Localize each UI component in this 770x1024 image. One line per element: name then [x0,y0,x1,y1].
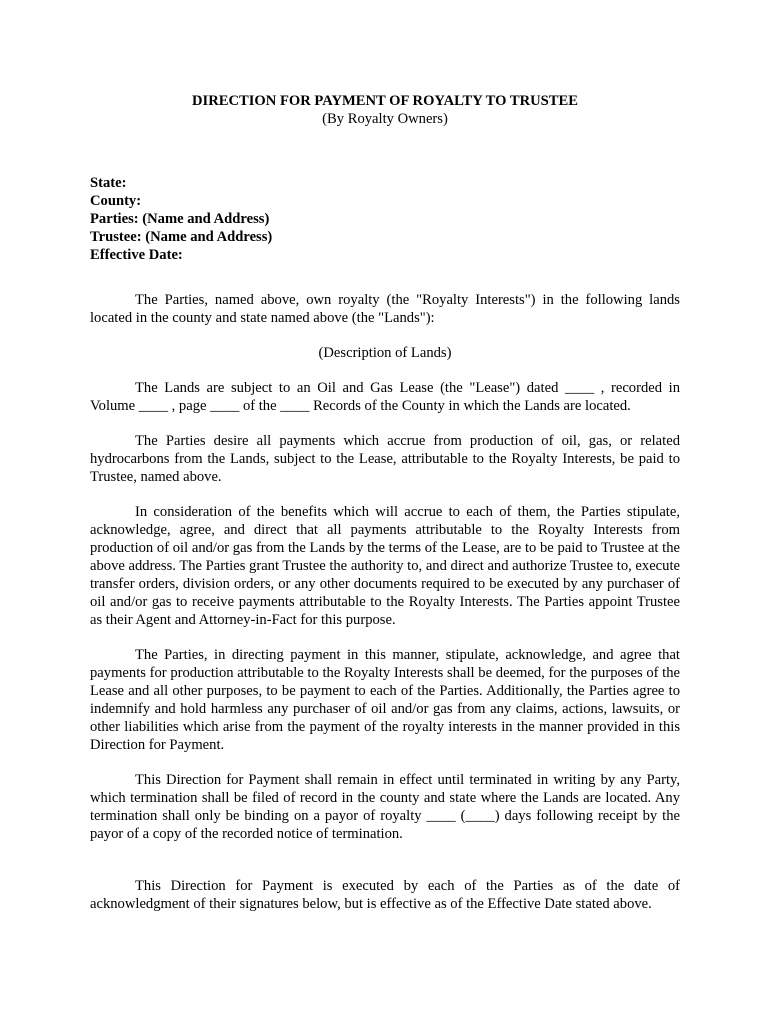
paragraph-lease: The Lands are subject to an Oil and Gas Lease (the "Lease") dated ____ , recorded in Volume ____ , page ____ of the ____ Records of the County in which the Lands are located. [90,380,680,414]
field-state: State: [90,175,127,191]
document-subtitle: (By Royalty Owners) [322,111,448,127]
paragraph-indemnify: The Parties, in directing payment in this manner, stipulate, acknowledge, and agree that payments for production attributable to the Royalty Interests shall be deemed, for the purposes of the Lease and all other purposes, to be payment to each of the Parties. Additionally, the Parties agree to indemnify and hold harmless any purchaser of oil and/or gas from any claims, actions, lawsuits, or other liabilities which arise from the payment of the royalty interests in the manner provided in this Direction for Payment. [90,647,680,753]
field-effective-date: Effective Date: [90,247,183,263]
header-fields [90,174,680,264]
field-trustee: Trustee: (Name and Address) [90,229,273,245]
lands-description: (Description of Lands) [318,345,452,361]
paragraph-termination: This Direction for Payment shall remain in effect until terminated in writing by any Party, which termination shall be filed of record in the county and state where the Lands are located. Any termination shall only be binding on a payor of royalty ____ (____) days following receipt by the payor of a copy of the recorded notice of termination. [90,772,680,842]
document-page [90,92,680,913]
paragraph-consideration: In consideration of the benefits which will accrue to each of them, the Parties stipulate, acknowledge, agree, and direct that all payments attributable to the Royalty Interests from production of oil and/or gas from the Lands by the terms of the Lease, are to be paid to Trustee at the above address. The Parties grant Trustee the authority to, and direct and authorize Trustee to, execute transfer orders, division orders, or any other documents required to be executed by any purchaser of oil and/or gas to receive payments attributable to the Royalty Interests. The Parties appoint Trustee as their Agent and Attorney-in-Fact for this purpose. [90,504,680,628]
paragraph-payment-desire: The Parties desire all payments which accrue from production of oil, gas, or related hydrocarbons from the Lands, subject to the Lease, attributable to the Royalty Interests, be paid to Trustee, named above. [90,433,680,485]
paragraph-execution: This Direction for Payment is executed by each of the Parties as of the date of acknowledgment of their signatures below, but is effective as of the Effective Date stated above. [90,878,680,912]
field-parties: Parties: (Name and Address) [90,211,270,227]
field-county: County: [90,193,142,209]
paragraph-royalty-interests: The Parties, named above, own royalty (the "Royalty Interests") in the following lands located in the county and state named above (the "Lands"): [90,292,680,326]
document-title: DIRECTION FOR PAYMENT OF ROYALTY TO TRUSTEE [191,93,579,109]
